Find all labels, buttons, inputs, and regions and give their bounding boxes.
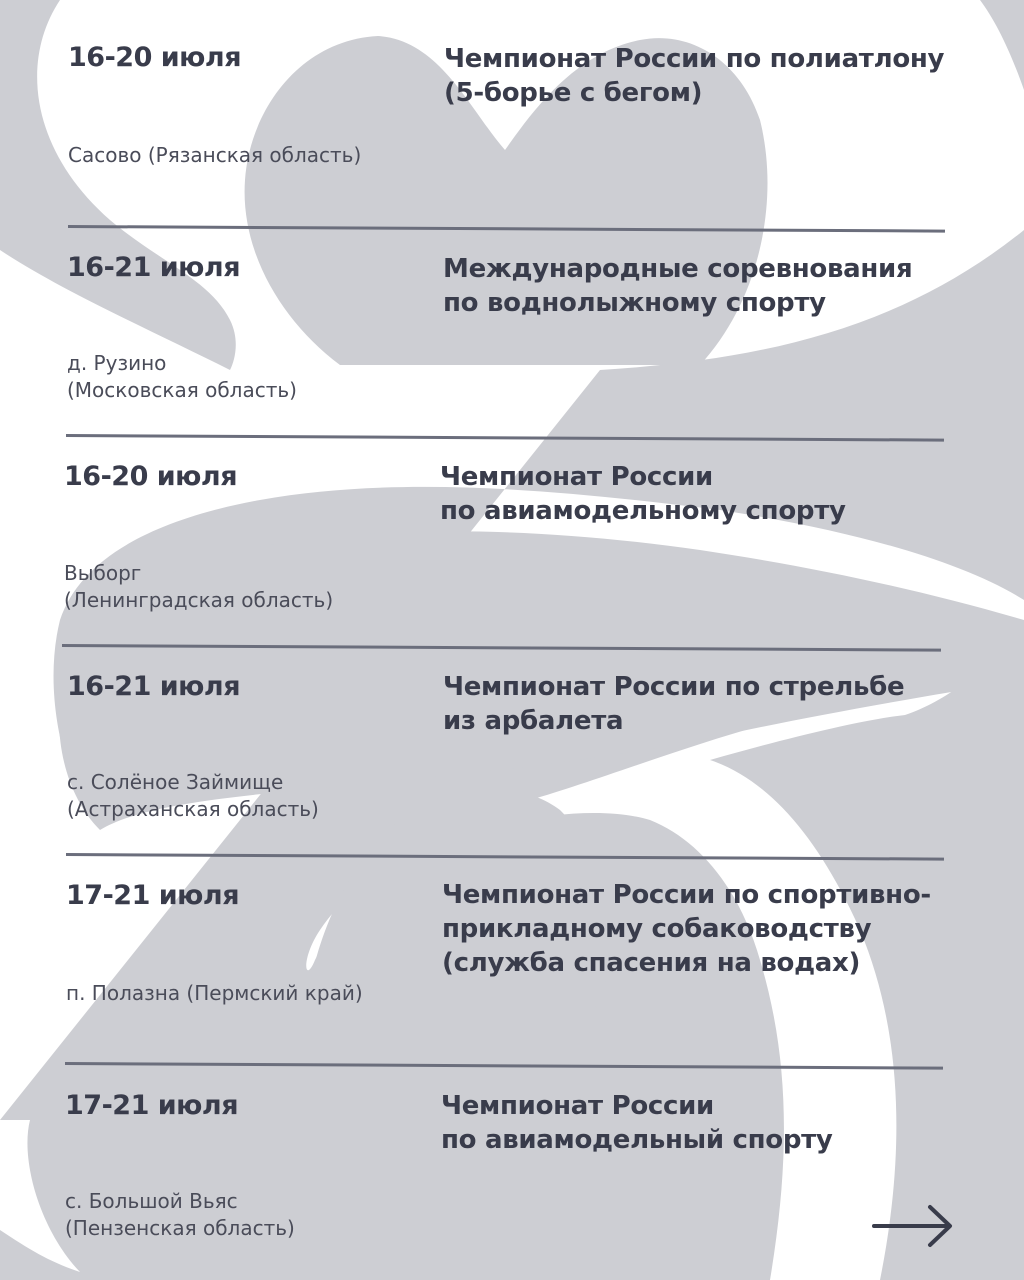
arrow-right-icon[interactable] — [872, 1203, 956, 1249]
event-date: 16-21 июля — [67, 252, 241, 283]
event-title: Чемпионат России по стрельбе из арбалета — [443, 672, 905, 736]
event-location: п. Полазна (Пермский край) — [66, 981, 363, 1005]
event-date: 17-21 июля — [65, 1090, 239, 1121]
event-location: с. Большой Вьяс (Пензенская область) — [65, 1189, 295, 1240]
event-location: с. Солёное Займище (Астраханская область) — [67, 770, 319, 821]
event-title: Чемпионат России по авиамодельный спорту — [441, 1091, 833, 1155]
event-date: 16-21 июля — [67, 671, 241, 702]
event-title: Международные соревнования по воднолыжному спорту — [443, 254, 913, 318]
event-location: д. Рузино (Московская область) — [67, 351, 297, 402]
event-title: Чемпионат России по авиамодельному спорту — [440, 462, 846, 526]
event-date: 16-20 июля — [68, 42, 242, 73]
event-title: Чемпионат России по спортивно- прикладному собаководству (служба спасения на водах) — [442, 880, 931, 978]
event-title: Чемпионат России по полиатлону (5-борье с бегом) — [444, 44, 945, 108]
event-date: 17-21 июля — [66, 880, 240, 911]
event-location: Выборг (Ленинградская область) — [64, 561, 334, 612]
event-location: Сасово (Рязанская область) — [68, 143, 362, 167]
event-date: 16-20 июля — [64, 461, 238, 492]
